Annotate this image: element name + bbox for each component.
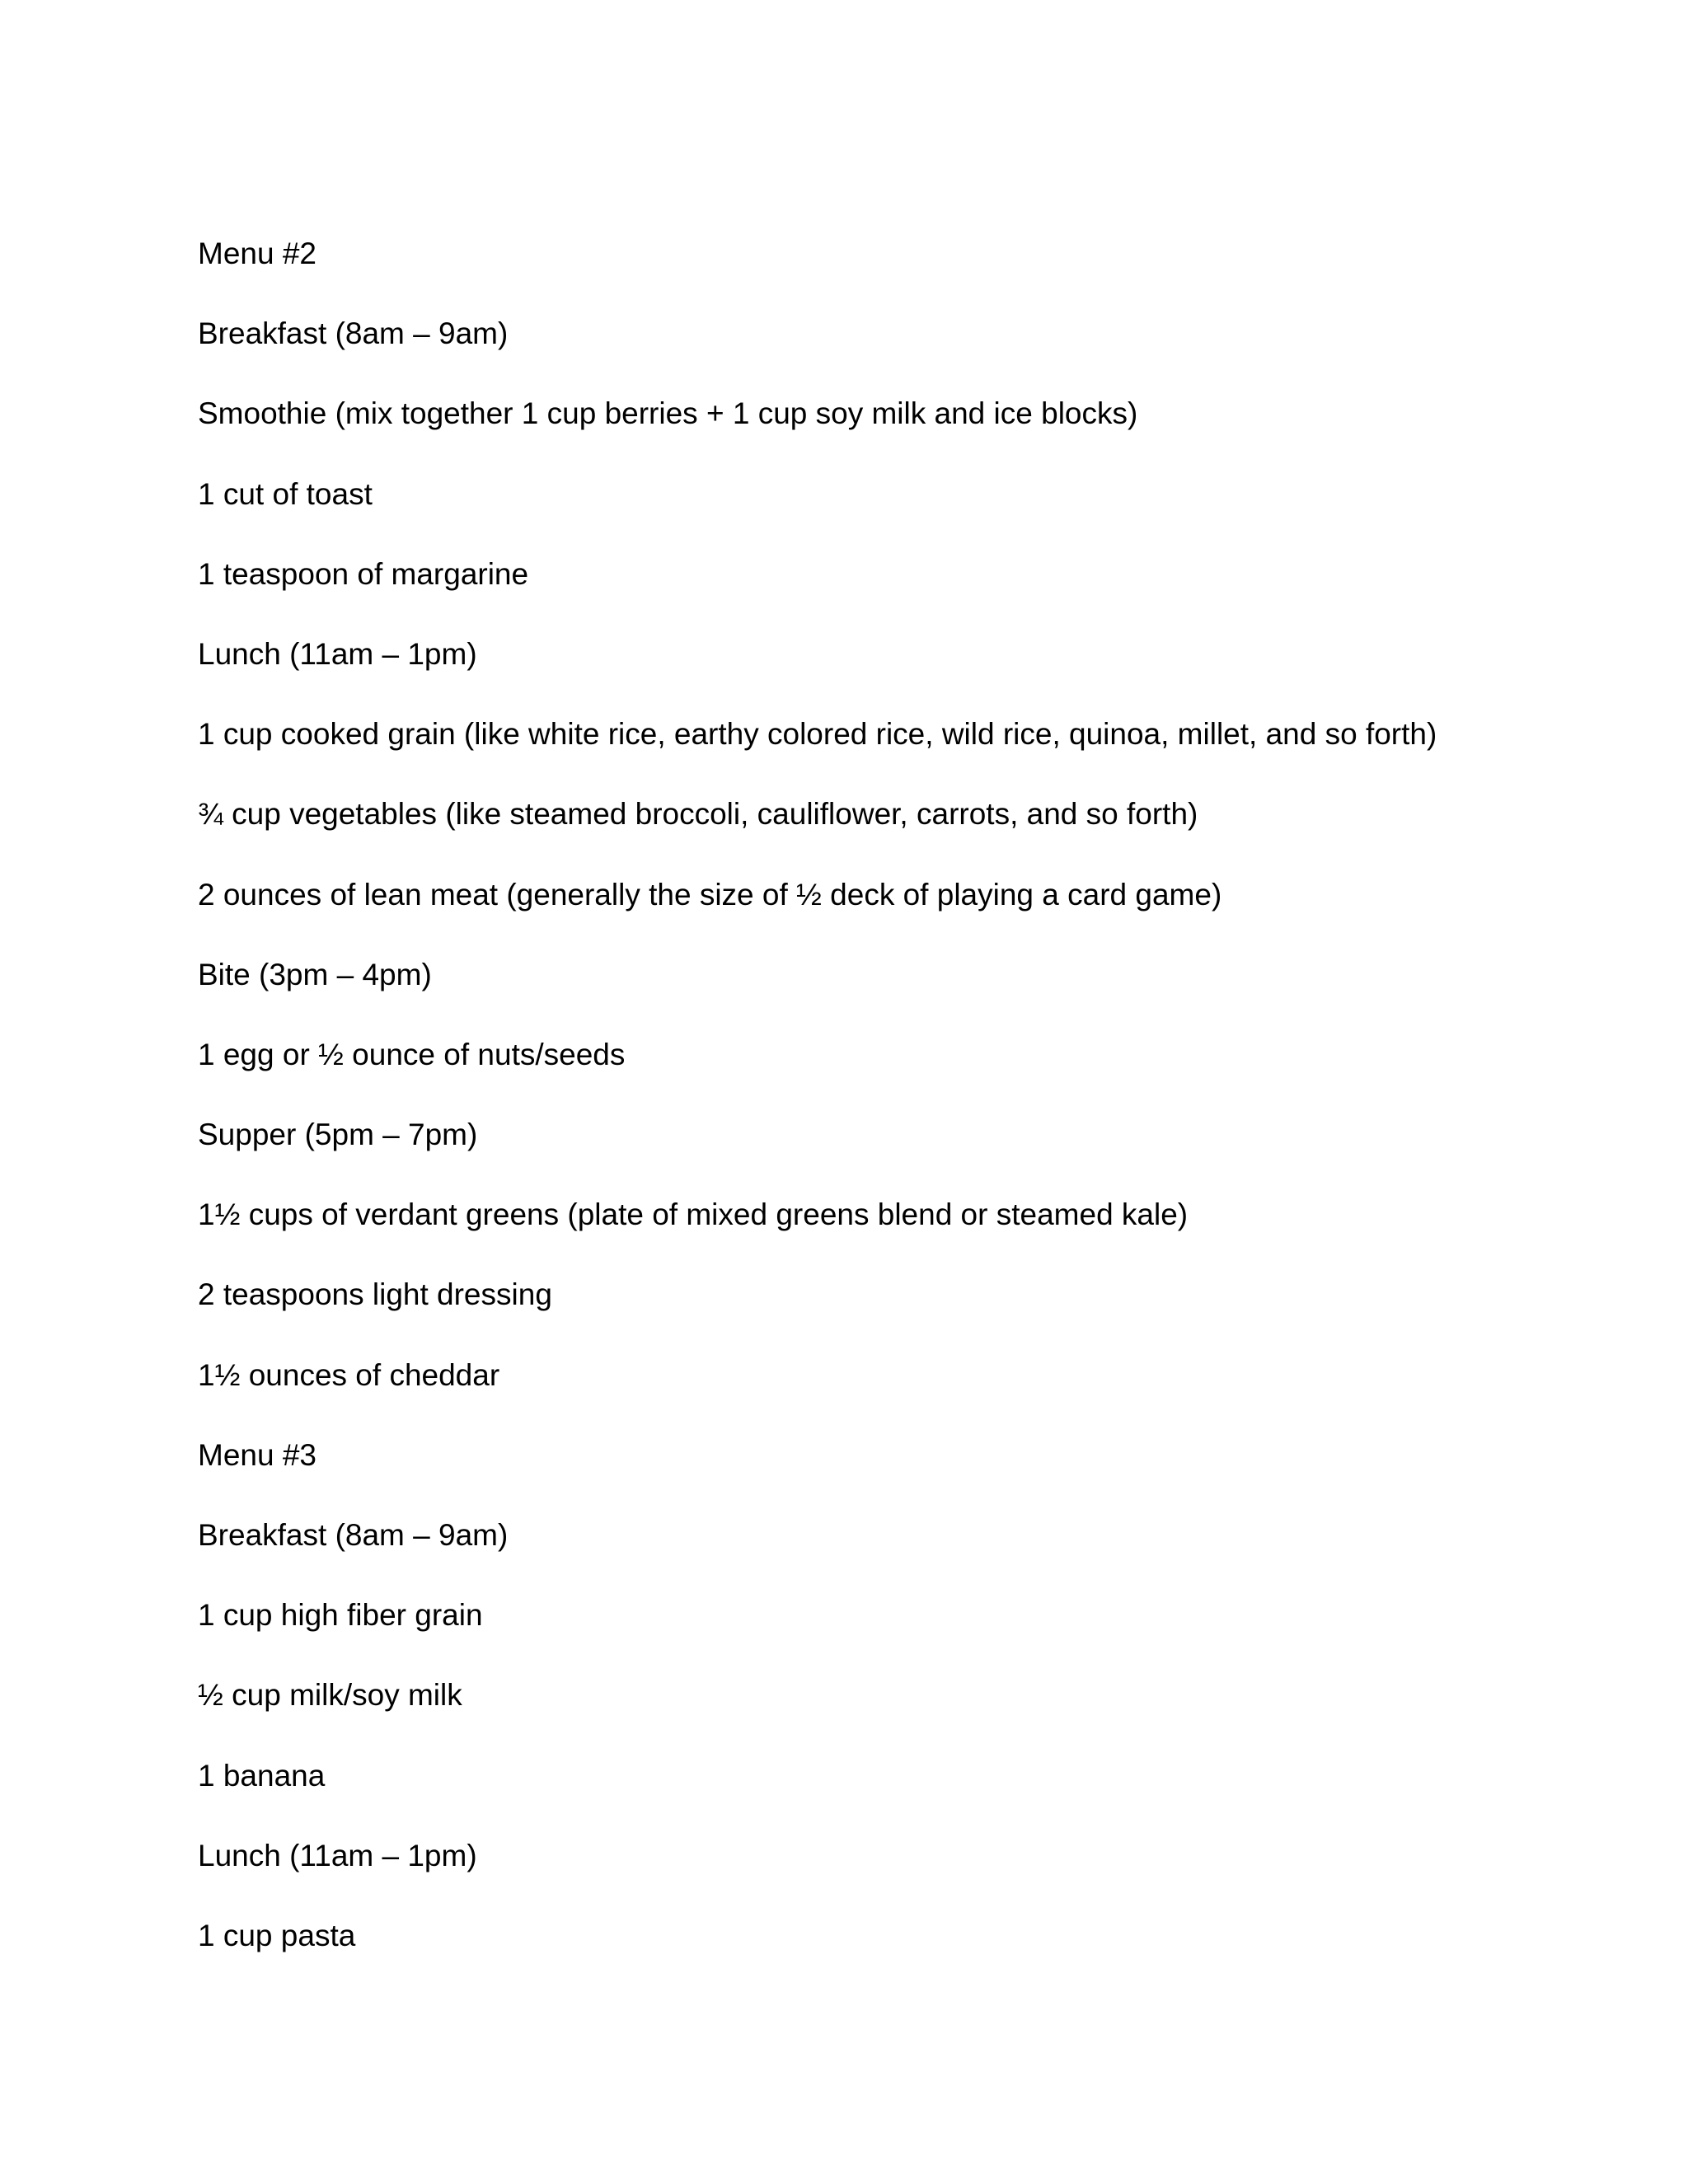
menu-2-lunch-item-vegetables: ¾ cup vegetables (like steamed broccoli, cauliflower, carrots, and so forth) bbox=[198, 797, 1198, 832]
menu-2-lunch-item-meat: 2 ounces of lean meat (generally the size of ½ deck of playing a card game) bbox=[198, 877, 1222, 912]
menu-3-breakfast-item-milk: ½ cup milk/soy milk bbox=[198, 1678, 462, 1713]
menu-3-lunch-heading: Lunch (11am – 1pm) bbox=[198, 1838, 477, 1872]
menu-2-supper-item-cheddar: 1½ ounces of cheddar bbox=[198, 1357, 500, 1392]
menu-3-breakfast-item-grain: 1 cup high fiber grain bbox=[198, 1598, 483, 1633]
menu-3-breakfast-item-banana: 1 banana bbox=[198, 1758, 326, 1793]
menu-3-lunch-item-pasta: 1 cup pasta bbox=[198, 1918, 356, 1952]
menu-2-supper-heading: Supper (5pm – 7pm) bbox=[198, 1118, 478, 1152]
menu-2-snack-heading: Bite (3pm – 4pm) bbox=[198, 957, 432, 991]
menu-2-heading: Menu #2 bbox=[198, 237, 316, 270]
menu-2-breakfast-heading: Breakfast (8am – 9am) bbox=[198, 316, 509, 351]
menu-3-breakfast-heading: Breakfast (8am – 9am) bbox=[198, 1518, 509, 1552]
document-body bbox=[198, 233, 1599, 1995]
menu-2-breakfast-item-margarine: 1 teaspoon of margarine bbox=[198, 556, 529, 591]
menu-3-heading: Menu #3 bbox=[198, 1437, 316, 1472]
menu-2-supper-item-greens: 1½ cups of verdant greens (plate of mixed greens blend or steamed kale) bbox=[198, 1197, 1189, 1232]
menu-2-lunch-heading: Lunch (11am – 1pm) bbox=[198, 636, 477, 671]
menu-2-breakfast-item-smoothie: Smoothie (mix together 1 cup berries + 1 cup soy milk and ice blocks) bbox=[198, 396, 1138, 431]
menu-2-snack-item-egg: 1 egg or ½ ounce of nuts/seeds bbox=[198, 1037, 626, 1071]
menu-2-breakfast-item-toast: 1 cut of toast bbox=[198, 476, 373, 511]
menu-2-lunch-item-grain: 1 cup cooked grain (like white rice, earthy colored rice, wild rice, quinoa, millet, and so forth) bbox=[198, 717, 1437, 752]
menu-2-supper-item-dressing: 2 teaspoons light dressing bbox=[198, 1277, 552, 1312]
